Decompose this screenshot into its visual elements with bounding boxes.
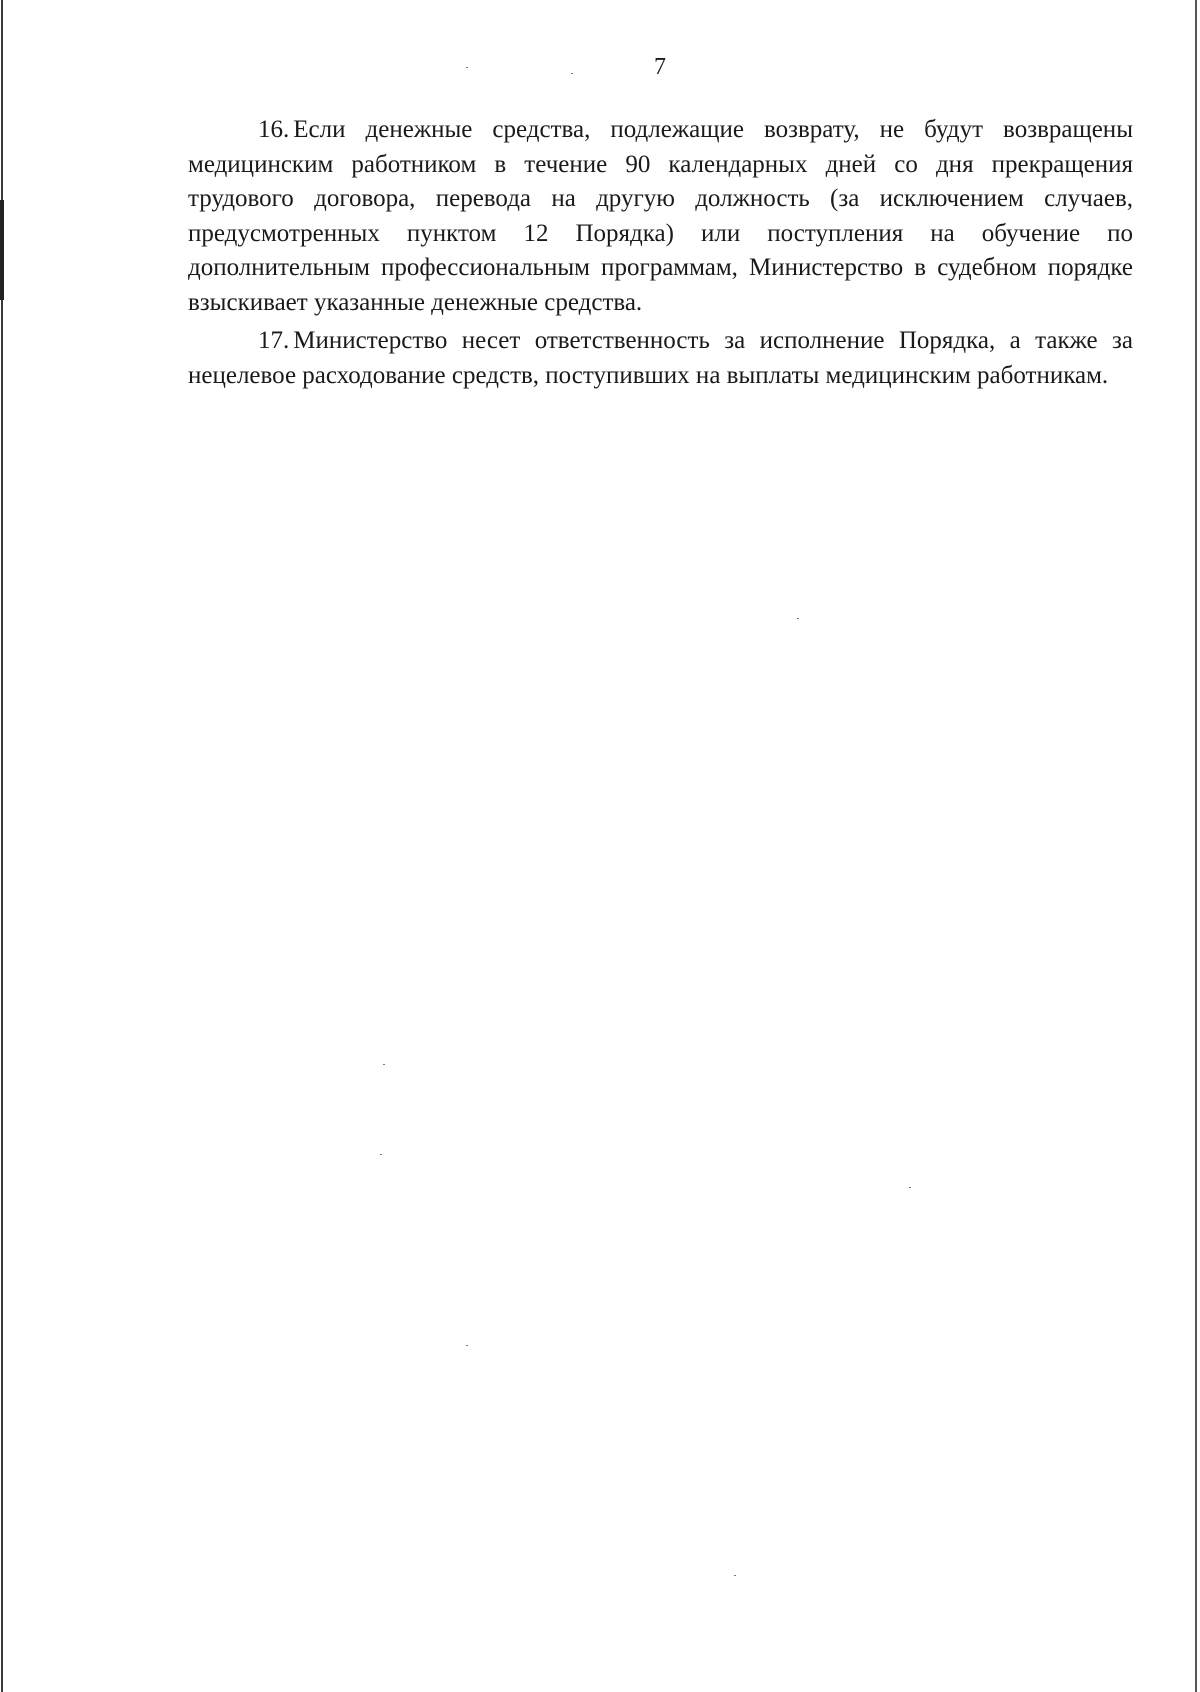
scan-speck xyxy=(571,73,573,74)
scan-speck xyxy=(734,1575,736,1576)
paragraph-number: 17. xyxy=(258,327,290,354)
scan-speck xyxy=(380,1154,382,1155)
scan-edge-right xyxy=(1195,0,1197,1692)
paragraph-16 xyxy=(188,113,1133,320)
scan-speck xyxy=(797,618,799,619)
paragraph-text: Если денежные средства, подлежащие возврату, не будут возвращены медицинским работником в течение 90 календарных дней со дня прекращения трудового договора, перевода на другую должность (за исключением случаев, предусмотренных пунктом 12 Порядка) или поступления на обучение по дополнительным профессиональным программам, Министерство в судебном порядке взыскивает указанные денежные средства. xyxy=(188,116,1133,316)
scan-speck xyxy=(466,67,468,68)
scan-speck xyxy=(909,1187,911,1188)
paragraph-text: Министерство несет ответственность за исполнение Порядка, а также за нецелевое расходование средств, поступивших на выплаты медицинским работникам. xyxy=(188,327,1133,389)
paragraph-17 xyxy=(188,324,1133,393)
paragraph-number: 16. xyxy=(258,116,290,143)
document-body xyxy=(188,113,1133,397)
scan-edge-mark xyxy=(0,200,4,300)
scan-speck xyxy=(466,1345,468,1346)
scan-speck xyxy=(383,1064,385,1065)
page-number: 7 xyxy=(654,54,666,80)
